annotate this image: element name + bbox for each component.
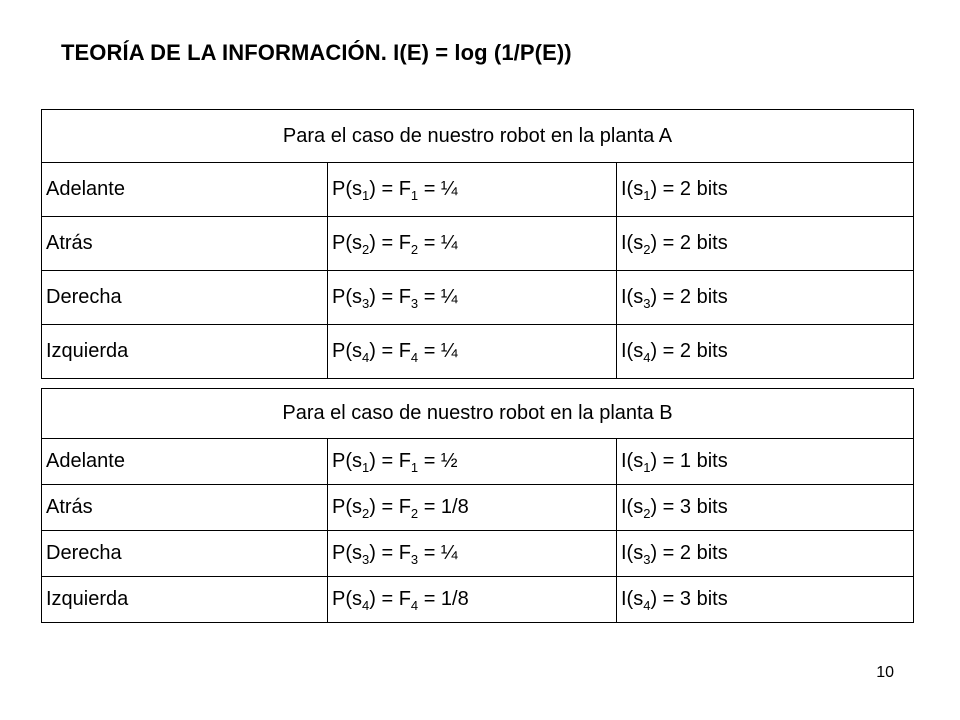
probability-cell: $P(s_1) = F_1$ = ¼ bbox=[328, 163, 617, 217]
action-cell: Adelante bbox=[42, 163, 328, 217]
information-cell: $I(s_3) = 2$ bits bbox=[617, 271, 914, 325]
planta-b-table bbox=[41, 388, 914, 623]
information-cell: $I(s_1) = 2$ bits bbox=[617, 163, 914, 217]
action-cell: Derecha bbox=[42, 531, 328, 577]
probability-cell: $P(s_3) = F_3$ = ¼ bbox=[328, 531, 617, 577]
probability-cell: $P(s_1) = F_1$ = ½ bbox=[328, 439, 617, 485]
table-row bbox=[42, 577, 914, 623]
table-row bbox=[42, 271, 914, 325]
page-number: 10 bbox=[876, 664, 894, 681]
information-cell: $I(s_3) = 2$ bits bbox=[617, 531, 914, 577]
table-row bbox=[42, 217, 914, 271]
action-cell: Izquierda bbox=[42, 325, 328, 379]
information-cell: $I(s_2) = 2$ bits bbox=[617, 217, 914, 271]
slide-title: TEORÍA DE LA INFORMACIÓN. I(E) = log (1/P(E)) bbox=[61, 40, 572, 65]
table-row bbox=[42, 163, 914, 217]
planta-a-table bbox=[41, 109, 914, 379]
action-cell: Izquierda bbox=[42, 577, 328, 623]
table-header: Para el caso de nuestro robot en la planta A bbox=[42, 110, 914, 163]
probability-cell: $P(s_4) = F_4 = 1/8$ bbox=[328, 577, 617, 623]
action-cell: Derecha bbox=[42, 271, 328, 325]
action-cell: Adelante bbox=[42, 439, 328, 485]
table-row bbox=[42, 531, 914, 577]
information-cell: $I(s_4) = 2$ bits bbox=[617, 325, 914, 379]
probability-cell: $P(s_2) = F_2 = 1/8$ bbox=[328, 485, 617, 531]
table-row bbox=[42, 485, 914, 531]
information-cell: $I(s_4) = 3$ bits bbox=[617, 577, 914, 623]
probability-cell: $P(s_3) = F_3$ = ¼ bbox=[328, 271, 617, 325]
probability-cell: $P(s_2) = F_2$ = ¼ bbox=[328, 217, 617, 271]
table-header: Para el caso de nuestro robot en la planta B bbox=[42, 389, 914, 439]
table-header-row bbox=[42, 110, 914, 163]
probability-cell: $P(s_4) = F_4$ = ¼ bbox=[328, 325, 617, 379]
action-cell: Atrás bbox=[42, 485, 328, 531]
information-cell: $I(s_2) = 3$ bits bbox=[617, 485, 914, 531]
table-header-row bbox=[42, 389, 914, 439]
action-cell: Atrás bbox=[42, 217, 328, 271]
table-row bbox=[42, 325, 914, 379]
table-row bbox=[42, 439, 914, 485]
information-cell: $I(s_1) = 1$ bits bbox=[617, 439, 914, 485]
